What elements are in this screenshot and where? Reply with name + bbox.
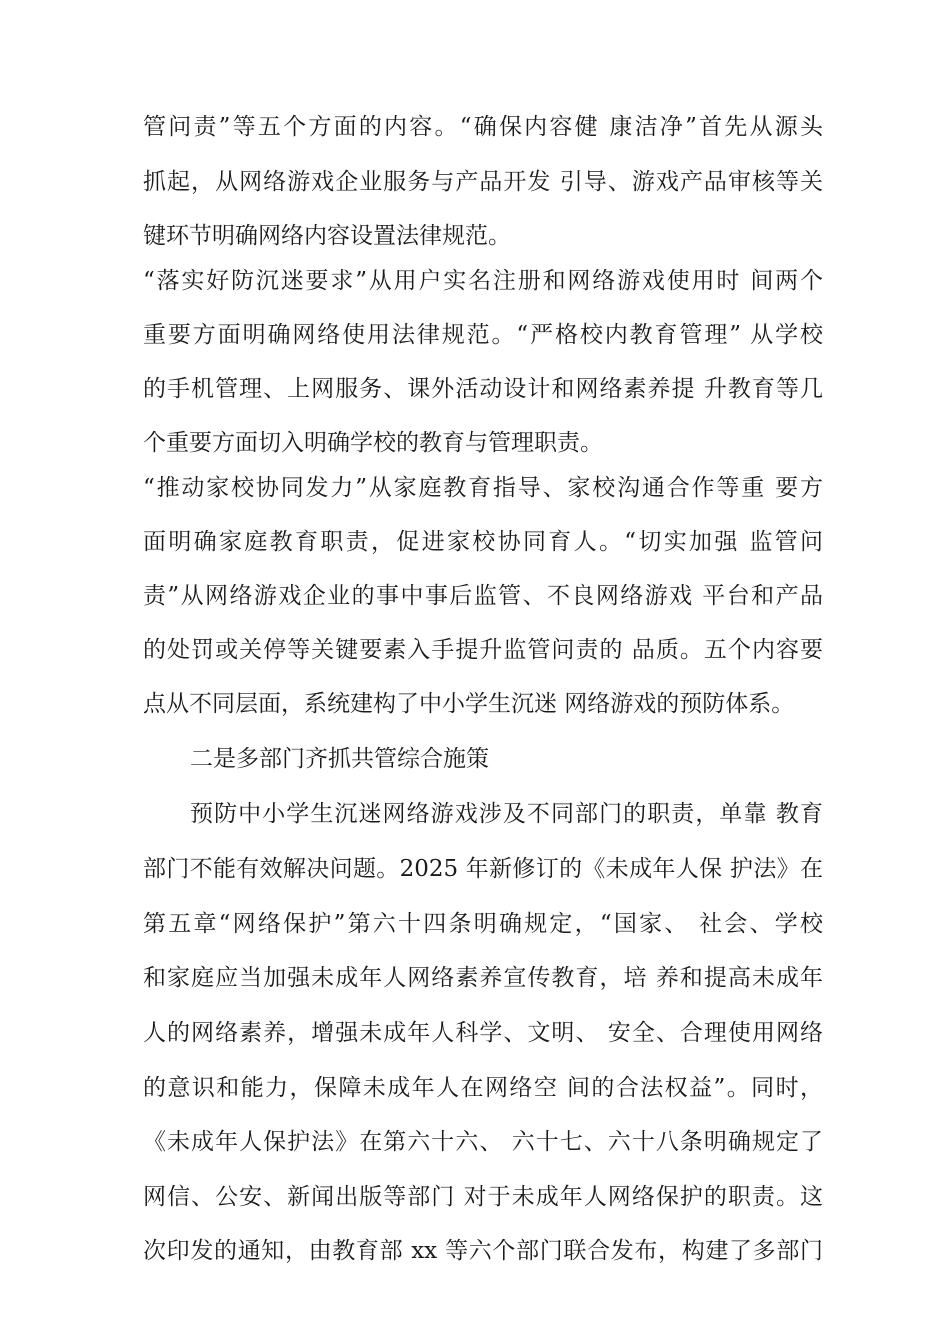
text-line: 键环节明确网络内容设置法律规范。 <box>143 223 511 249</box>
text-line: 面明确家庭教育职责，促进家校协同育人。“切实加强 监管问 <box>143 529 823 555</box>
text-line: “推动家校协同发力”从家庭教育指导、家校沟通合作等重 要方 <box>143 475 823 501</box>
text-line: 管问责”等五个方面的内容。“确保内容健 康洁净”首先从源头 <box>143 114 823 140</box>
text-line: “落实好防沉迷要求”从用户实名注册和网络游戏使用时 间两个 <box>143 268 823 294</box>
text-line: 的处罚或关停等关键要素入手提升监管问责的 品质。五个内容要 <box>143 637 823 663</box>
text-line: 的手机管理、上网服务、课外活动设计和网络素养提 升教育等几 <box>143 376 823 402</box>
text-line: 个重要方面切入明确学校的教育与管理职责。 <box>143 430 603 456</box>
text-line: 的意识和能力，保障未成年人在网络空 间的合法权益”。同时， <box>143 1075 823 1101</box>
text-line: 和家庭应当加强未成年人网络素养宣传教育，培 养和提高未成年 <box>143 965 823 991</box>
text-line: 部门不能有效解决问题。2025 年新修订的《未成年人保 护法》在 <box>143 856 823 882</box>
text-line: 点从不同层面，系统建构了中小学生沉迷 网络游戏的预防体系。 <box>143 691 795 717</box>
section-heading: 二是多部门齐抓共管综合施策 <box>190 746 489 772</box>
text-line: 重要方面明确网络使用法律规范。“严格校内教育管理” 从学校 <box>143 322 823 348</box>
text-line: 人的网络素养，增强未成年人科学、文明、 安全、合理使用网络 <box>143 1020 823 1046</box>
text-line: 责”从网络游戏企业的事中事后监管、不良网络游戏 平台和产品 <box>143 583 823 609</box>
text-line: 预防中小学生沉迷网络游戏涉及不同部门的职责，单靠 教育 <box>190 801 823 827</box>
text-line: 第五章“网络保护”第六十四条明确规定，“国家、 社会、学校 <box>143 911 823 937</box>
text-line: 《未成年人保护法》在第六十六、 六十七、六十八条明确规定了 <box>143 1129 823 1155</box>
text-line: 网信、公安、新闻出版等部门 对于未成年人网络保护的职责。这 <box>143 1184 823 1210</box>
text-line: 次印发的通知，由教育部 xx 等六个部门联合发布，构建了多部门 <box>143 1238 823 1264</box>
text-line: 抓起，从网络游戏企业服务与产品开发 引导、游戏产品审核等关 <box>143 169 823 195</box>
